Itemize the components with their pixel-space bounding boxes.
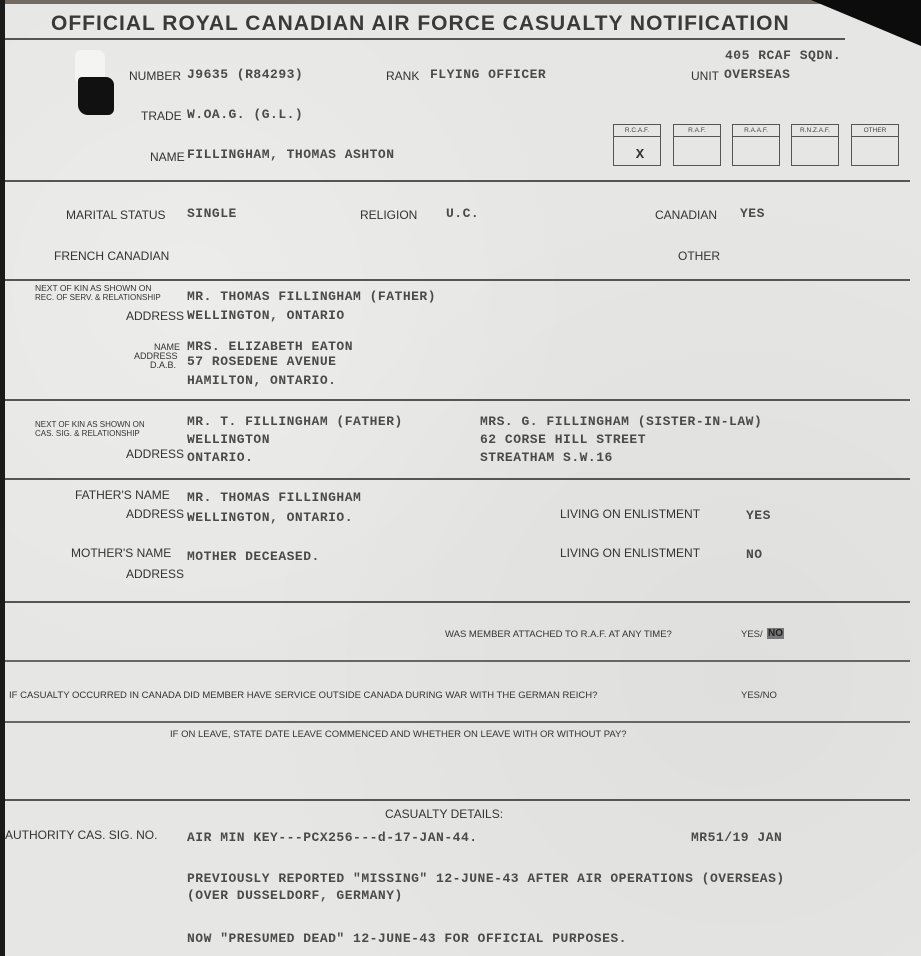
service-box-label: OTHER — [852, 125, 898, 137]
nok-cas-col1-line1: MR. T. FILLINGHAM (FATHER) — [187, 414, 403, 429]
father-name-label: FATHER'S NAME — [75, 488, 170, 502]
nok-cas-col2-line1: MRS. G. FILLINGHAM (SISTER-IN-LAW) — [480, 414, 763, 429]
divider-status — [5, 279, 910, 281]
mother-name-value: MOTHER DECEASED. — [187, 549, 320, 564]
service-box-rnzaf — [791, 124, 839, 166]
service-box-label: R.A.F. — [674, 125, 720, 137]
authority-value: AIR MIN KEY---PCX256---d-17-JAN-44. — [187, 830, 478, 845]
divider-nok-cas — [5, 478, 910, 480]
divider-parents — [5, 601, 910, 603]
casualty-line3: NOW "PRESUMED DEAD" 12-JUNE-43 FOR OFFICIAL PURPOSES. — [187, 931, 627, 946]
canada-service-question: IF CASUALTY OCCURRED IN CANADA DID MEMBER HAVE SERVICE OUTSIDE CANADA DURING WAR WITH THE GERMAN REICH? — [9, 690, 598, 701]
raf-yes-option: YES/ — [741, 629, 763, 640]
father-name-value: MR. THOMAS FILLINGHAM — [187, 490, 362, 505]
dab-line2: 57 ROSEDENE AVENUE — [187, 354, 337, 369]
religion-value: U.C. — [446, 206, 480, 221]
casualty-line1: PREVIOUSLY REPORTED "MISSING" 12-JUNE-43 AFTER AIR OPERATIONS (OVERSEAS) — [187, 871, 785, 886]
service-box-label: R.N.Z.A.F. — [792, 125, 838, 137]
divider-title — [5, 38, 845, 40]
rank-value: FLYING OFFICER — [430, 67, 547, 82]
marital-status-value: SINGLE — [187, 206, 237, 221]
religion-label: RELIGION — [360, 208, 418, 222]
canadian-value: YES — [740, 206, 765, 221]
dab-dab-label: D.A.B. — [150, 360, 177, 370]
nok-cas-col1-line2: WELLINGTON — [187, 432, 271, 447]
divider-nok-rec — [5, 399, 910, 401]
nok-rec-address-value: WELLINGTON, ONTARIO — [187, 308, 345, 323]
nok-rec-label-line1: NEXT OF KIN AS SHOWN ON — [35, 283, 152, 293]
mother-address-label: ADDRESS — [126, 567, 185, 581]
name-label: NAME — [150, 150, 185, 164]
french-canadian-label: FRENCH CANADIAN — [54, 249, 170, 263]
folded-corner — [811, 0, 921, 46]
unit-value-line1: 405 RCAF SQDN. — [725, 48, 842, 63]
service-box-other — [851, 124, 899, 166]
casualty-notification-form — [5, 4, 921, 956]
casualty-line2: (OVER DUSSELDORF, GERMANY) — [187, 888, 403, 903]
dab-line1: MRS. ELIZABETH EATON — [187, 339, 354, 354]
nok-rec-address-label: ADDRESS — [126, 309, 185, 323]
unit-value-line2: OVERSEAS — [724, 67, 791, 82]
divider-header — [5, 180, 910, 182]
nok-cas-col1-line3: ONTARIO. — [187, 450, 254, 465]
mother-name-label: MOTHER'S NAME — [71, 546, 172, 560]
service-box-raf — [673, 124, 721, 166]
raf-attached-question: WAS MEMBER ATTACHED TO R.A.F. AT ANY TIME? — [445, 629, 672, 640]
mother-living-label: LIVING ON ENLISTMENT — [560, 546, 701, 560]
father-address-value: WELLINGTON, ONTARIO. — [187, 510, 354, 525]
service-box-rcaf — [613, 124, 661, 166]
rank-label: RANK — [386, 69, 420, 83]
raf-no-option-marked: NO — [768, 628, 783, 639]
nok-cas-address-label: ADDRESS — [126, 447, 185, 461]
canada-service-yesno: YES/NO — [741, 690, 777, 701]
trade-label: TRADE — [141, 109, 182, 123]
authority-ref-value: MR51/19 JAN — [691, 830, 783, 845]
leave-question: IF ON LEAVE, STATE DATE LEAVE COMMENCED AND WHETHER ON LEAVE WITH OR WITHOUT PAY? — [170, 729, 627, 740]
number-value: J9635 (R84293) — [187, 67, 304, 82]
father-address-label: ADDRESS — [126, 507, 185, 521]
service-box-mark: X — [635, 147, 645, 163]
service-box-label: R.C.A.F. — [614, 125, 660, 137]
unit-label: UNIT — [691, 69, 719, 83]
dab-address-label: ADDRESS — [134, 351, 178, 361]
dab-name-label: NAME — [154, 342, 181, 352]
service-box-raaf — [732, 124, 780, 166]
canadian-label: CANADIAN — [655, 208, 718, 222]
divider-raf — [5, 660, 910, 662]
father-living-value: YES — [746, 508, 771, 523]
casualty-details-heading: CASUALTY DETAILS: — [385, 807, 504, 821]
service-box-label: R.A.A.F. — [733, 125, 779, 137]
authority-label: AUTHORITY CAS. SIG. NO. — [5, 828, 158, 842]
dab-line3: HAMILTON, ONTARIO. — [187, 373, 337, 388]
number-label: NUMBER — [129, 69, 182, 83]
nok-cas-label-line2: CAS. SIG. & RELATIONSHIP — [35, 429, 140, 438]
nok-rec-label-line2: REC. OF SERV. & RELATIONSHIP — [35, 293, 161, 302]
trade-value: W.OA.G. (G.L.) — [187, 107, 304, 122]
nok-cas-col2-line3: STREATHAM S.W.16 — [480, 450, 613, 465]
father-living-label: LIVING ON ENLISTMENT — [560, 507, 701, 521]
divider-canada — [5, 721, 910, 723]
punched-hole — [78, 77, 114, 115]
nok-cas-col2-line2: 62 CORSE HILL STREET — [480, 432, 647, 447]
name-value: FILLINGHAM, THOMAS ASHTON — [187, 147, 395, 162]
form-title: OFFICIAL ROYAL CANADIAN AIR FORCE CASUALTY NOTIFICATION — [51, 12, 790, 35]
nok-cas-label-line1: NEXT OF KIN AS SHOWN ON — [35, 420, 145, 429]
other-label: OTHER — [678, 249, 720, 263]
nok-rec-value: MR. THOMAS FILLINGHAM (FATHER) — [187, 289, 437, 304]
mother-living-value: NO — [746, 547, 763, 562]
marital-status-label: MARITAL STATUS — [66, 208, 166, 222]
divider-leave — [5, 799, 910, 801]
